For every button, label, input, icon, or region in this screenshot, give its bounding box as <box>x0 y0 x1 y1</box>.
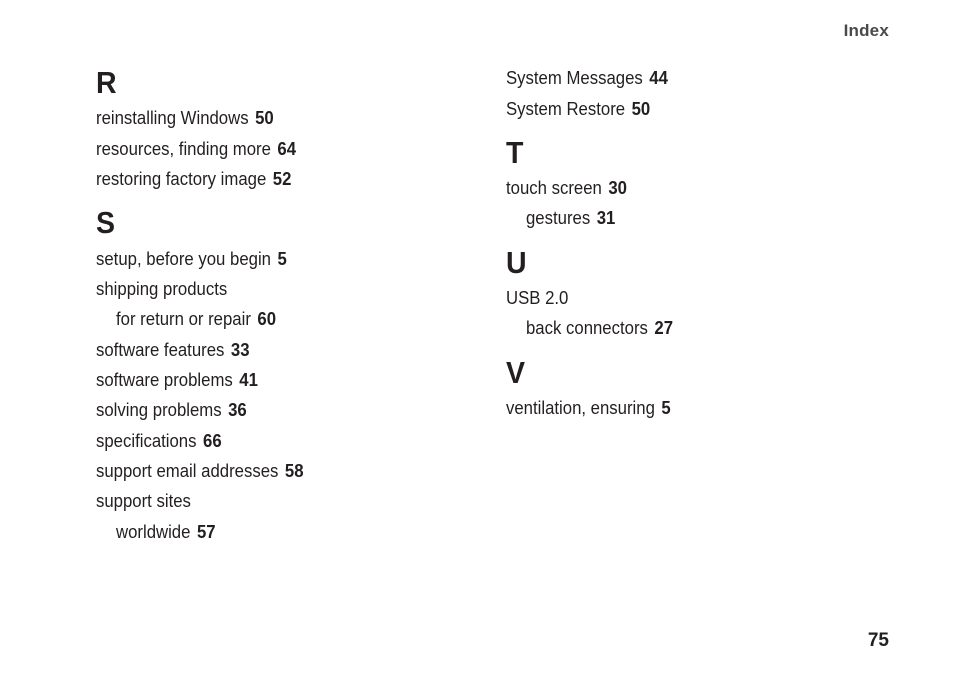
index-entry <box>96 168 291 190</box>
index-entry <box>96 490 191 512</box>
index-subentry <box>526 317 673 339</box>
index-page-number: 60 <box>257 309 277 329</box>
index-term: for return or repair <box>116 309 251 329</box>
index-page-number: 50 <box>255 108 274 128</box>
index-entry <box>506 67 668 89</box>
index-term: worldwide <box>116 522 191 542</box>
index-term: setup, before you begin <box>96 249 271 269</box>
index-letter-v: V <box>506 355 526 390</box>
index-entry <box>96 430 222 452</box>
index-page-number: 30 <box>608 178 627 198</box>
index-term: software problems <box>96 370 233 390</box>
index-term: touch screen <box>506 178 602 198</box>
running-header: Index <box>843 21 889 40</box>
index-term: back connectors <box>526 318 648 338</box>
index-letter-r: R <box>96 65 117 100</box>
index-term: specifications <box>96 431 197 451</box>
index-term: reinstalling Windows <box>96 108 249 128</box>
index-page-number: 5 <box>661 398 671 418</box>
index-letter-u: U <box>506 245 527 280</box>
index-page-number: 33 <box>230 340 250 360</box>
index-entry <box>96 369 258 391</box>
index-entry <box>96 399 247 421</box>
index-term: software features <box>96 340 225 360</box>
index-term: System Restore <box>506 99 626 119</box>
index-page-number: 52 <box>272 169 292 189</box>
index-letter-s: S <box>96 205 116 240</box>
index-term: ventilation, ensuring <box>506 398 655 418</box>
index-term: solving problems <box>96 400 222 420</box>
index-entry <box>506 287 568 309</box>
index-term: support sites <box>96 491 191 511</box>
index-page-number: 58 <box>284 461 304 481</box>
index-subentry <box>526 207 615 229</box>
index-entry <box>96 278 227 300</box>
index-page-number: 66 <box>203 431 222 451</box>
index-entry <box>96 339 250 361</box>
index-page-number: 41 <box>239 370 258 390</box>
index-entry <box>96 248 287 270</box>
index-entry <box>506 397 671 419</box>
index-term: System Messages <box>506 68 643 88</box>
index-page-number: 5 <box>277 249 287 269</box>
index-subentry <box>116 308 276 330</box>
index-term: support email addresses <box>96 461 279 481</box>
index-term: restoring factory image <box>96 169 267 189</box>
page-number: 75 <box>867 630 889 651</box>
index-letter-t: T <box>506 135 524 170</box>
index-page-number: 44 <box>649 68 668 88</box>
index-term: resources, finding more <box>96 139 271 159</box>
index-term: USB 2.0 <box>506 288 569 308</box>
index-term: shipping products <box>96 279 228 299</box>
index-page-number: 64 <box>277 139 297 159</box>
index-page-number: 27 <box>654 318 674 338</box>
index-page-number: 57 <box>196 522 216 542</box>
index-entry <box>96 138 296 160</box>
index-page-number: 50 <box>631 99 651 119</box>
index-entry <box>96 460 304 482</box>
index-entry <box>506 177 627 199</box>
index-entry <box>96 107 274 129</box>
index-page-number: 36 <box>228 400 247 420</box>
index-term: gestures <box>526 208 591 228</box>
index-page-number: 31 <box>596 208 616 228</box>
index-entry <box>506 98 650 120</box>
index-subentry <box>116 521 216 543</box>
